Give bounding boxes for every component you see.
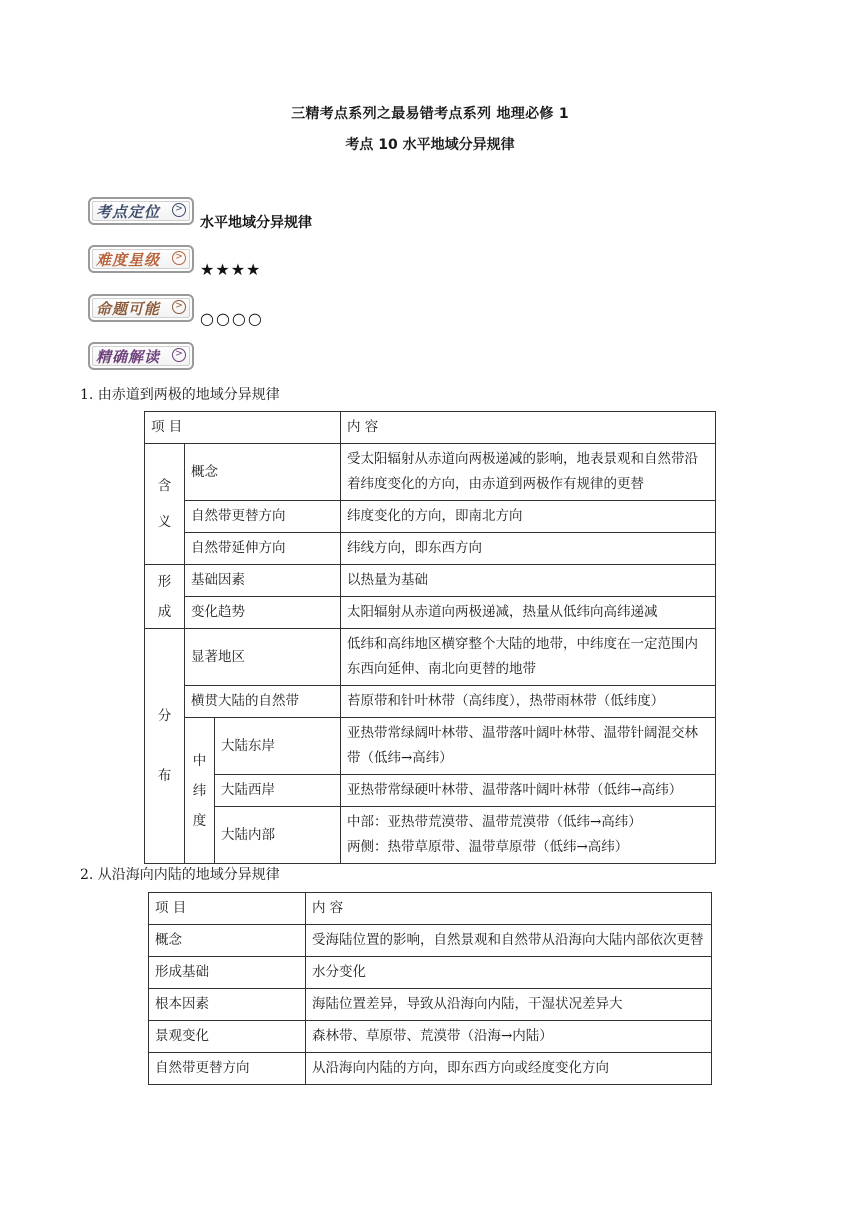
row-value-line: 中部：亚热带荒漠带、温带荒漠带（低纬→高纬） [347, 814, 642, 830]
group-zhongweidu: 中 纬 度 [185, 718, 215, 864]
row-label: 自然带更替方向 [185, 501, 341, 533]
row-value [341, 807, 716, 864]
table-row [149, 1021, 712, 1053]
row-label: 显著地区 [185, 629, 341, 686]
header-item: 项 目 [145, 412, 341, 444]
row-value: 太阳辐射从赤道向两极递减，热量从低纬向高纬递减 [341, 597, 716, 629]
table-row [149, 989, 712, 1021]
badge-kaodian-dingwei [88, 197, 194, 225]
badge-value-likelihood: ○○○○ [200, 309, 264, 328]
table-row [145, 718, 716, 775]
section-heading-2: 2. 从沿海向内陆的地域分异规律 [80, 867, 280, 883]
badge-label: 考点定位 [96, 203, 161, 221]
table-row [145, 444, 716, 501]
row-value: 森林带、草原带、荒漠带（沿海→内陆） [306, 1021, 712, 1053]
badge-mingti-keneng [88, 294, 194, 322]
row-label: 基础因素 [185, 565, 341, 597]
row-value: 纬度变化的方向，即南北方向 [341, 501, 716, 533]
table-row [145, 686, 716, 718]
row-label: 变化趋势 [185, 597, 341, 629]
row-label: 根本因素 [149, 989, 306, 1021]
table-header-row [145, 412, 716, 444]
row-value: 亚热带常绿阔叶林带、温带落叶阔叶林带、温带针阔混交林带（低纬→高纬） [341, 718, 716, 775]
table-row [145, 597, 716, 629]
table-row [149, 957, 712, 989]
badge-value-topic: 水平地域分异规律 [200, 215, 312, 231]
table-row [145, 775, 716, 807]
row-value: 苔原带和针叶林带（高纬度），热带雨林带（低纬度） [341, 686, 716, 718]
table-row [149, 1053, 712, 1085]
row-value: 海陆位置差异，导致从沿海向内陆，干湿状况差异大 [306, 989, 712, 1021]
row-label: 横贯大陆的自然带 [185, 686, 341, 718]
badge-label: 难度星级 [96, 251, 161, 269]
badge-value-difficulty: ★★★★ [200, 260, 262, 279]
table-latitudinal-zonation [144, 411, 716, 864]
row-label: 概念 [185, 444, 341, 501]
table-row [149, 925, 712, 957]
table-longitudinal-zonation [148, 892, 712, 1085]
row-value-line: 两侧：热带草原带、温带草原带（低纬→高纬） [347, 839, 629, 855]
document-title: 三精考点系列之最易错考点系列 地理必修 1 [291, 106, 569, 122]
row-value: 纬线方向，即东西方向 [341, 533, 716, 565]
row-value: 受太阳辐射从赤道向两极递减的影响，地表景观和自然带沿着纬度变化的方向，由赤道到两极作有规律的更替 [341, 444, 716, 501]
row-value: 从沿海向内陆的方向，即东西方向或经度变化方向 [306, 1053, 712, 1085]
arrow-circle-icon: > [172, 300, 186, 314]
table-row [145, 565, 716, 597]
table-row [145, 533, 716, 565]
row-label: 大陆东岸 [215, 718, 341, 775]
row-label: 景观变化 [149, 1021, 306, 1053]
row-value: 亚热带常绿硬叶林带、温带落叶阔叶林带（低纬→高纬） [341, 775, 716, 807]
badge-nandu-xingji [88, 245, 194, 273]
group-hanyi: 含 义 [145, 444, 185, 565]
row-value: 低纬和高纬地区横穿整个大陆的地带，中纬度在一定范围内东西向延伸、南北向更替的地带 [341, 629, 716, 686]
table-row [145, 501, 716, 533]
row-label: 自然带延伸方向 [185, 533, 341, 565]
table-header-row [149, 893, 712, 925]
row-label: 形成基础 [149, 957, 306, 989]
badge-label: 命题可能 [96, 300, 161, 318]
badge-label: 精确解读 [96, 348, 161, 366]
table-row [145, 629, 716, 686]
row-label: 概念 [149, 925, 306, 957]
section-heading-1: 1. 由赤道到两极的地域分异规律 [80, 387, 280, 403]
group-xingcheng: 形 成 [145, 565, 185, 629]
row-label: 大陆内部 [215, 807, 341, 864]
badge-jingque-jiedu [88, 342, 194, 370]
arrow-circle-icon: > [172, 348, 186, 362]
arrow-circle-icon: > [172, 251, 186, 265]
document-subtitle: 考点 10 水平地域分异规律 [345, 137, 515, 153]
header-content: 内 容 [341, 412, 716, 444]
table-row [145, 807, 716, 864]
row-value: 受海陆位置的影响，自然景观和自然带从沿海向大陆内部依次更替 [306, 925, 712, 957]
header-item: 项 目 [149, 893, 306, 925]
row-value: 以热量为基础 [341, 565, 716, 597]
arrow-circle-icon: > [172, 203, 186, 217]
header-content: 内 容 [306, 893, 712, 925]
row-value: 水分变化 [306, 957, 712, 989]
row-label: 大陆西岸 [215, 775, 341, 807]
group-fenbu: 分 布 [145, 629, 185, 864]
row-label: 自然带更替方向 [149, 1053, 306, 1085]
